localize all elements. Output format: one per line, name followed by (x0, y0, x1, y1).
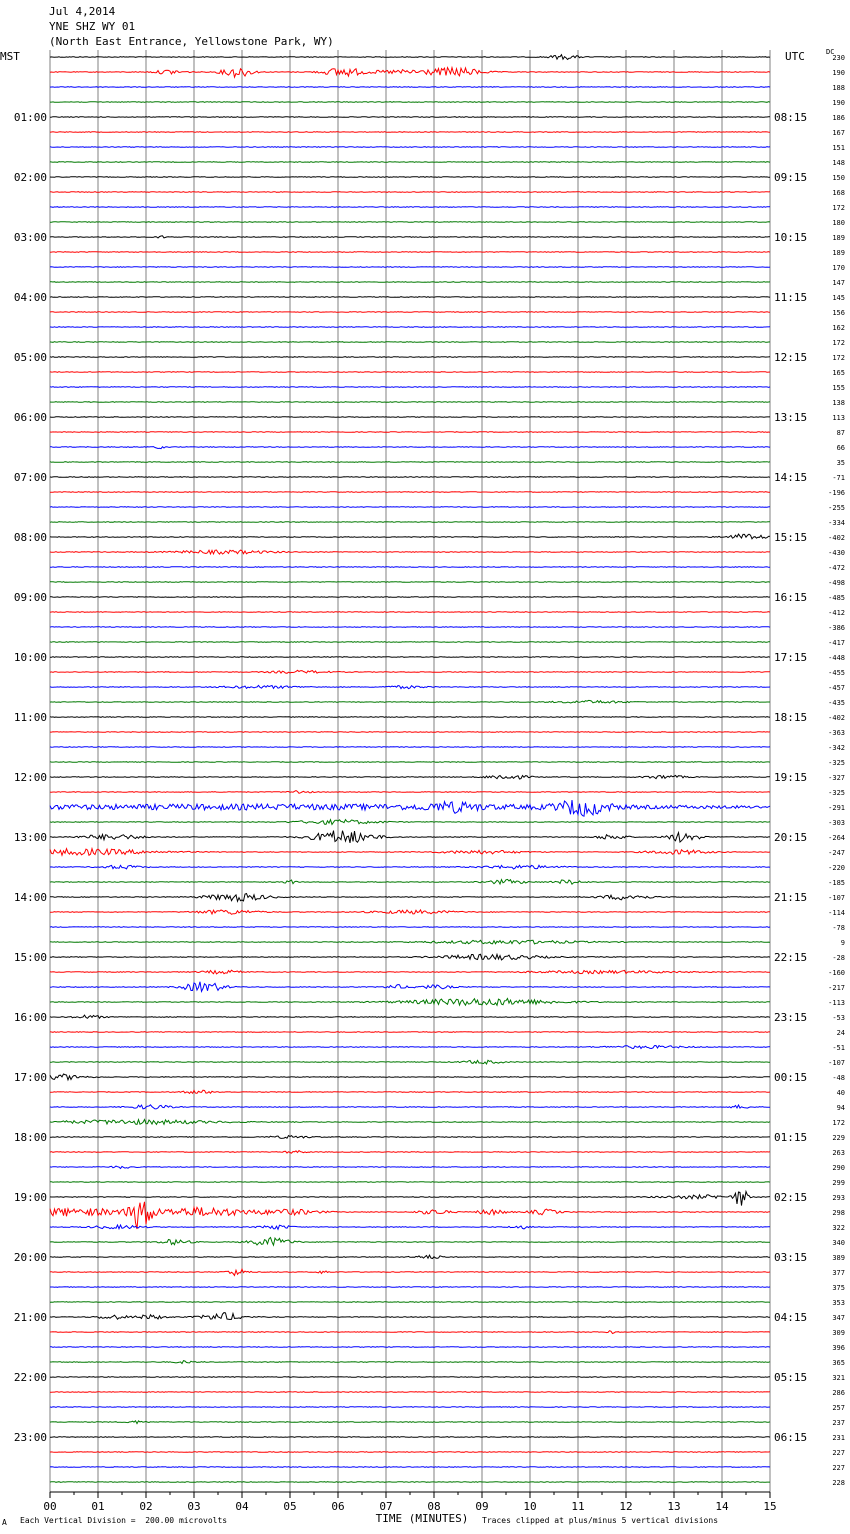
trace-row-47 (50, 762, 770, 763)
dc-offset-label: -334 (828, 519, 845, 527)
dc-offset-label: -498 (828, 579, 845, 587)
dc-offset-label: -363 (828, 729, 845, 737)
trace-row-24 (50, 417, 770, 418)
x-tick-label: 14 (715, 1500, 729, 1513)
trace-row-43 (50, 700, 770, 703)
x-tick-label: 01 (91, 1500, 105, 1513)
trace-row-70 (50, 1105, 770, 1109)
dc-offset-label: 189 (832, 234, 845, 242)
trace-row-21 (50, 372, 770, 373)
dc-offset-label: 165 (832, 369, 845, 377)
trace-row-60 (50, 954, 770, 960)
trace-row-64 (50, 1015, 770, 1018)
scale-mark: A (2, 1518, 7, 1527)
dc-offset-label: -303 (828, 819, 845, 827)
record-date: Jul 4,2014 (49, 5, 116, 18)
dc-offset-label: 162 (832, 324, 845, 332)
dc-offset-label: 172 (832, 204, 845, 212)
clipping-note: Traces clipped at plus/minus 5 vertical divisions (482, 1516, 719, 1525)
utc-hour-label: 22:15 (774, 951, 808, 964)
trace-row-3 (50, 102, 770, 103)
trace-row-62 (50, 982, 770, 992)
dc-offset-label: -71 (832, 474, 845, 482)
trace-row-71 (50, 1120, 770, 1125)
trace-row-12 (50, 236, 770, 238)
trace-row-28 (50, 477, 770, 478)
utc-hour-labels (774, 111, 807, 1444)
trace-row-27 (50, 462, 770, 463)
trace-row-38 (50, 627, 770, 628)
dc-offset-label: 150 (832, 174, 845, 182)
trace-row-37 (50, 612, 770, 613)
mst-hour-label: 08:00 (13, 531, 47, 544)
dc-offset-label: 365 (832, 1359, 845, 1367)
utc-hour-label: 10:15 (774, 231, 808, 244)
utc-hour-label: 06:15 (774, 1431, 808, 1444)
utc-hour-label: 02:15 (774, 1191, 808, 1204)
dc-offset-label: 340 (832, 1239, 845, 1247)
trace-row-22 (50, 387, 770, 388)
utc-hour-label: 15:15 (774, 531, 808, 544)
utc-hour-label: 12:15 (774, 351, 808, 364)
dc-offset-label: -78 (832, 924, 845, 932)
dc-offset-label: 180 (832, 219, 845, 227)
dc-offset-label: -264 (828, 834, 845, 842)
dc-offset-labels (828, 54, 845, 1487)
trace-row-2 (50, 87, 770, 88)
trace-row-48 (50, 775, 770, 779)
dc-offset-label: -107 (828, 894, 845, 902)
trace-row-25 (50, 432, 770, 433)
trace-row-5 (50, 132, 770, 133)
dc-offset-label: 347 (832, 1314, 845, 1322)
trace-row-9 (50, 192, 770, 193)
trace-row-73 (50, 1151, 770, 1154)
trace-row-40 (50, 657, 770, 658)
mst-hour-label: 01:00 (13, 111, 47, 124)
trace-row-46 (50, 747, 770, 748)
dc-offset-label: 172 (832, 339, 845, 347)
utc-hour-label: 17:15 (774, 651, 808, 664)
dc-offset-label: 190 (832, 69, 845, 77)
utc-hour-label: 08:15 (774, 111, 808, 124)
trace-row-56 (50, 894, 770, 902)
dc-offset-label: -455 (828, 669, 845, 677)
mst-hour-label: 21:00 (13, 1311, 47, 1324)
dc-offset-label: -114 (828, 909, 845, 917)
mst-hour-label: 04:00 (13, 291, 47, 304)
trace-row-95 (50, 1482, 770, 1483)
trace-row-18 (50, 327, 770, 328)
trace-row-81 (50, 1269, 770, 1275)
trace-row-49 (50, 791, 770, 794)
dc-offset-label: -435 (828, 699, 845, 707)
utc-hour-label: 20:15 (774, 831, 808, 844)
dc-offset-label: 299 (832, 1179, 845, 1187)
mst-hour-label: 09:00 (13, 591, 47, 604)
trace-row-42 (50, 685, 770, 688)
trace-row-35 (50, 582, 770, 583)
dc-offset-label: 263 (832, 1149, 845, 1157)
trace-row-14 (50, 267, 770, 268)
utc-hour-label: 03:15 (774, 1251, 808, 1264)
mst-hour-label: 11:00 (13, 711, 47, 724)
x-tick-label: 10 (523, 1500, 537, 1513)
trace-row-67 (50, 1060, 770, 1064)
dc-offset-label: -327 (828, 774, 845, 782)
dc-offset-label: -160 (828, 969, 845, 977)
trace-row-93 (50, 1452, 770, 1453)
dc-offset-label: -113 (828, 999, 845, 1007)
trace-row-34 (50, 567, 770, 568)
mst-hour-label: 15:00 (13, 951, 47, 964)
trace-row-89 (50, 1392, 770, 1393)
trace-row-1 (50, 68, 770, 78)
dc-offset-label: -430 (828, 549, 845, 557)
trace-row-87 (50, 1361, 770, 1364)
dc-offset-label: 35 (836, 459, 845, 467)
trace-row-86 (50, 1347, 770, 1348)
dc-offset-label: 309 (832, 1329, 845, 1337)
dc-offset-label: 113 (832, 414, 845, 422)
right-timezone-label: UTC (785, 50, 805, 63)
dc-offset-label: 321 (832, 1374, 845, 1382)
dc-offset-label: -51 (832, 1044, 845, 1052)
dc-offset-label: 228 (832, 1479, 845, 1487)
station-location: (North East Entrance, Yellowstone Park, WY) (49, 35, 334, 48)
dc-offset-label: -217 (828, 984, 845, 992)
mst-hour-label: 10:00 (13, 651, 47, 664)
trace-row-0 (50, 55, 770, 60)
trace-row-8 (50, 177, 770, 178)
dc-offset-label: 230 (832, 54, 845, 62)
utc-hour-label: 21:15 (774, 891, 808, 904)
x-tick-label: 12 (619, 1500, 633, 1513)
trace-row-68 (50, 1074, 770, 1080)
station-code: YNE SHZ WY 01 (49, 20, 136, 33)
trace-row-80 (50, 1255, 770, 1258)
utc-hour-label: 11:15 (774, 291, 808, 304)
utc-hour-label: 19:15 (774, 771, 808, 784)
dc-offset-label: -196 (828, 489, 845, 497)
utc-hour-label: 16:15 (774, 591, 808, 604)
mst-hour-label: 20:00 (13, 1251, 47, 1264)
dc-offset-label: -472 (828, 564, 845, 572)
mst-hour-label: 02:00 (13, 171, 47, 184)
dc-offset-label: -412 (828, 609, 845, 617)
dc-offset-label: 155 (832, 384, 845, 392)
x-tick-label: 06 (331, 1500, 345, 1513)
dc-offset-label: 396 (832, 1344, 845, 1352)
mst-hour-label: 12:00 (13, 771, 47, 784)
dc-offset-label: 24 (836, 1029, 845, 1037)
trace-row-50 (50, 800, 770, 816)
dc-offset-label: -53 (832, 1014, 845, 1022)
dc-offset-label: -291 (828, 804, 845, 812)
dc-offset-label: 167 (832, 129, 845, 137)
x-tick-label: 15 (763, 1500, 777, 1513)
x-tick-label: 11 (571, 1500, 585, 1513)
trace-row-61 (50, 970, 770, 974)
trace-row-79 (50, 1238, 770, 1246)
trace-row-53 (50, 849, 770, 856)
dc-offset-label: -417 (828, 639, 845, 647)
dc-offset-label: 190 (832, 99, 845, 107)
dc-offset-label: -402 (828, 714, 845, 722)
dc-offset-label: -402 (828, 534, 845, 542)
trace-row-88 (50, 1377, 770, 1378)
mst-hour-label: 16:00 (13, 1011, 47, 1024)
dc-offset-label: 172 (832, 1119, 845, 1127)
trace-row-31 (50, 522, 770, 523)
utc-hour-label: 13:15 (774, 411, 808, 424)
trace-row-45 (50, 732, 770, 733)
trace-row-54 (50, 865, 770, 869)
trace-row-10 (50, 207, 770, 208)
utc-hour-label: 14:15 (774, 471, 808, 484)
trace-row-13 (50, 252, 770, 253)
dc-offset-label: 227 (832, 1449, 845, 1457)
trace-row-72 (50, 1136, 770, 1139)
dc-offset-label: 87 (836, 429, 845, 437)
mst-hour-label: 17:00 (13, 1071, 47, 1084)
utc-hour-label: 23:15 (774, 1011, 808, 1024)
trace-row-75 (50, 1182, 770, 1183)
mst-hour-label: 05:00 (13, 351, 47, 364)
trace-row-92 (50, 1437, 770, 1438)
vertical-division-note: Each Vertical Division = 200.00 microvolts (20, 1516, 228, 1525)
trace-row-29 (50, 492, 770, 493)
dc-offset-label: 231 (832, 1434, 845, 1442)
utc-hour-label: 18:15 (774, 711, 808, 724)
dc-offset-label: -255 (828, 504, 845, 512)
trace-row-33 (50, 550, 770, 554)
trace-row-63 (50, 999, 770, 1006)
dc-offset-label: 377 (832, 1269, 845, 1277)
trace-row-7 (50, 162, 770, 163)
mst-hour-label: 22:00 (13, 1371, 47, 1384)
dc-offset-label: 293 (832, 1194, 845, 1202)
trace-row-20 (50, 357, 770, 358)
x-tick-label: 03 (187, 1500, 201, 1513)
dc-offset-label: 237 (832, 1419, 845, 1427)
trace-row-82 (50, 1287, 770, 1288)
dc-offset-label: 290 (832, 1164, 845, 1172)
dc-offset-label: 9 (840, 939, 845, 947)
trace-row-19 (50, 342, 770, 343)
mst-hour-label: 18:00 (13, 1131, 47, 1144)
trace-row-4 (50, 117, 770, 118)
dc-offset-label: 189 (832, 249, 845, 257)
utc-hour-label: 00:15 (774, 1071, 808, 1084)
trace-row-52 (50, 831, 770, 843)
dc-offset-label: 40 (836, 1089, 845, 1097)
trace-row-41 (50, 670, 770, 673)
dc-offset-label: 172 (832, 354, 845, 362)
dc-offset-label: 389 (832, 1254, 845, 1262)
mst-hour-label: 07:00 (13, 471, 47, 484)
trace-row-74 (50, 1166, 770, 1168)
trace-row-36 (50, 597, 770, 598)
trace-row-91 (50, 1421, 770, 1424)
dc-offset-label: -28 (832, 954, 845, 962)
dc-offset-label: -342 (828, 744, 845, 752)
utc-hour-label: 04:15 (774, 1311, 808, 1324)
dc-offset-label: 186 (832, 114, 845, 122)
dc-offset-label: 147 (832, 279, 845, 287)
trace-row-90 (50, 1407, 770, 1408)
dc-offset-label: 229 (832, 1134, 845, 1142)
x-tick-label: 07 (379, 1500, 393, 1513)
trace-row-78 (50, 1225, 770, 1229)
trace-row-84 (50, 1313, 770, 1320)
dc-offset-label: -48 (832, 1074, 845, 1082)
mst-hour-label: 13:00 (13, 831, 47, 844)
trace-row-77 (50, 1202, 770, 1229)
dc-offset-label: 168 (832, 189, 845, 197)
dc-offset-label: 257 (832, 1404, 845, 1412)
mst-hour-label: 06:00 (13, 411, 47, 424)
x-tick-label: 13 (667, 1500, 681, 1513)
x-tick-label: 08 (427, 1500, 441, 1513)
x-tick-label: 02 (139, 1500, 153, 1513)
dc-offset-label: 353 (832, 1299, 845, 1307)
dc-offset-label: -247 (828, 849, 845, 857)
trace-row-17 (50, 312, 770, 313)
mst-hour-label: 14:00 (13, 891, 47, 904)
dc-offset-label: 188 (832, 84, 845, 92)
dc-offset-label: 286 (832, 1389, 845, 1397)
trace-row-94 (50, 1467, 770, 1468)
dc-column-label: DC (826, 48, 835, 56)
x-tick-label: 04 (235, 1500, 249, 1513)
dc-offset-label: 375 (832, 1284, 845, 1292)
mst-hour-label: 03:00 (13, 231, 47, 244)
dc-offset-label: 151 (832, 144, 845, 152)
dc-offset-label: 298 (832, 1209, 845, 1217)
trace-row-44 (50, 717, 770, 718)
trace-row-85 (50, 1331, 770, 1334)
dc-offset-label: 156 (832, 309, 845, 317)
x-tick-label: 09 (475, 1500, 489, 1513)
x-tick-label: 05 (283, 1500, 297, 1513)
dc-offset-label: -107 (828, 1059, 845, 1067)
utc-hour-label: 01:15 (774, 1131, 808, 1144)
dc-offset-label: 66 (836, 444, 845, 452)
dc-offset-label: 145 (832, 294, 845, 302)
trace-row-26 (50, 447, 770, 449)
x-axis-label: TIME (MINUTES) (375, 1512, 469, 1525)
trace-row-66 (50, 1046, 770, 1049)
dc-offset-label: -485 (828, 594, 845, 602)
trace-row-23 (50, 402, 770, 403)
trace-row-57 (50, 910, 770, 914)
trace-row-39 (50, 642, 770, 643)
trace-row-83 (50, 1302, 770, 1303)
dc-offset-label: -457 (828, 684, 845, 692)
trace-row-55 (50, 879, 770, 884)
trace-row-16 (50, 297, 770, 298)
trace-row-59 (50, 940, 770, 944)
dc-offset-label: -325 (828, 759, 845, 767)
dc-offset-label: 322 (832, 1224, 845, 1232)
dc-offset-label: 227 (832, 1464, 845, 1472)
mst-hour-label: 19:00 (13, 1191, 47, 1204)
mst-hour-label: 23:00 (13, 1431, 47, 1444)
trace-row-11 (50, 222, 770, 223)
utc-hour-label: 09:15 (774, 171, 808, 184)
trace-row-69 (50, 1090, 770, 1093)
trace-row-58 (50, 927, 770, 928)
utc-hour-label: 05:15 (774, 1371, 808, 1384)
dc-offset-label: -386 (828, 624, 845, 632)
trace-row-6 (50, 147, 770, 148)
trace-row-51 (50, 820, 770, 825)
seismic-traces (50, 55, 770, 1483)
x-tick-label: 00 (43, 1500, 57, 1513)
dc-offset-label: -325 (828, 789, 845, 797)
dc-offset-label: 170 (832, 264, 845, 272)
mst-hour-labels (14, 111, 47, 1444)
dc-offset-label: -448 (828, 654, 845, 662)
dc-offset-label: 138 (832, 399, 845, 407)
dc-offset-label: 94 (836, 1104, 845, 1112)
trace-row-30 (50, 507, 770, 508)
dc-offset-label: -220 (828, 864, 845, 872)
trace-row-32 (50, 534, 770, 539)
dc-offset-label: 148 (832, 159, 845, 167)
left-timezone-label: MST (0, 50, 20, 63)
dc-offset-label: -185 (828, 879, 845, 887)
trace-row-15 (50, 282, 770, 283)
trace-row-76 (50, 1192, 770, 1206)
trace-row-65 (50, 1032, 770, 1033)
